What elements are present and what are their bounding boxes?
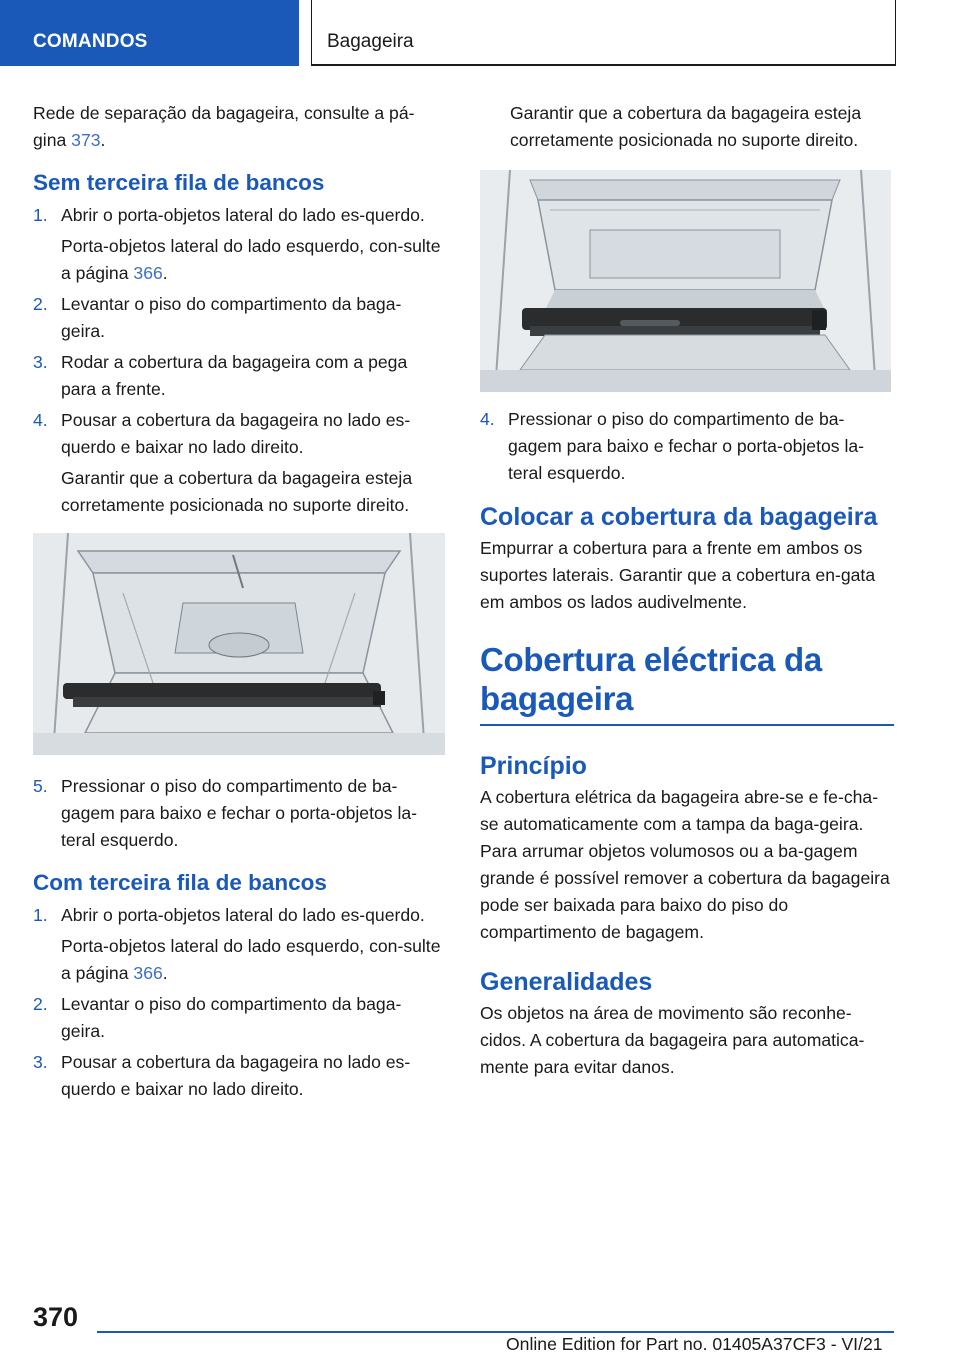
step-number: 5. bbox=[33, 776, 48, 796]
list-item bbox=[480, 406, 894, 487]
page-link-366[interactable]: 366 bbox=[133, 263, 163, 283]
intro-text-cont: gina bbox=[33, 130, 67, 150]
list-item bbox=[33, 1049, 445, 1103]
page-link-366[interactable]: 366 bbox=[133, 963, 163, 983]
steps-continued bbox=[480, 406, 894, 487]
list-item bbox=[33, 291, 445, 345]
page-link-373[interactable]: 373 bbox=[71, 130, 101, 150]
step-note-text: Porta-objetos lateral do lado esquerdo, con‐sulte a página bbox=[61, 936, 441, 983]
list-item bbox=[33, 407, 445, 519]
heading-rule bbox=[480, 724, 894, 726]
intro-paragraph bbox=[33, 100, 445, 154]
step-text: Pressionar o piso do compartimento de ba‐gagem para baixo e fechar o porta-objetos la‐teral esquerdo. bbox=[508, 409, 864, 483]
header-section-tab bbox=[0, 0, 299, 66]
header-topic-tab bbox=[311, 0, 896, 66]
heading-generalidades: Generalidades bbox=[480, 968, 653, 996]
step-note bbox=[61, 233, 445, 287]
step-number: 4. bbox=[33, 410, 48, 430]
steps-sem-terceira-fila-cont bbox=[33, 773, 445, 854]
steps-com-terceira-fila bbox=[33, 902, 445, 1103]
list-item bbox=[33, 349, 445, 403]
left-column bbox=[33, 100, 445, 1103]
heading-cobertura-electrica: Cobertura eléctrica da bagageira bbox=[480, 641, 822, 717]
step-note-end: . bbox=[162, 263, 168, 283]
step-note: Garantir que a cobertura da bagageira esteja corretamente posicionada no suporte direito. bbox=[61, 468, 413, 515]
list-item bbox=[33, 991, 445, 1045]
step-note-end: . bbox=[162, 963, 168, 983]
heading-colocar-cobertura: Colocar a cobertura da bagageira bbox=[480, 503, 878, 531]
heading-sem-terceira-fila: Sem terceira fila de bancos bbox=[33, 170, 325, 195]
step-text: Pousar a cobertura da bagageira no lado es‐querdo e baixar no lado direito. bbox=[61, 1052, 411, 1099]
step-number: 4. bbox=[480, 409, 495, 429]
step-text: Pousar a cobertura da bagageira no lado es‐querdo e baixar no lado direito. bbox=[61, 410, 411, 457]
step-text: Abrir o porta-objetos lateral do lado es‐querdo. bbox=[61, 905, 425, 925]
step-text: Levantar o piso do compartimento da baga‐geira. bbox=[61, 994, 402, 1041]
generalidades-paragraph: Os objetos na área de movimento são reconhe‐cidos. A cobertura da bagageira para automatica‐mente para evitar danos. bbox=[480, 1003, 865, 1077]
step-number: 3. bbox=[33, 1052, 48, 1072]
step-number: 2. bbox=[33, 994, 48, 1014]
list-item bbox=[33, 773, 445, 854]
page-number: 370 bbox=[33, 1302, 79, 1332]
step-number: 1. bbox=[33, 205, 48, 225]
step-number: 1. bbox=[33, 905, 48, 925]
step-text: Pressionar o piso do compartimento de ba‐gagem para baixo e fechar o porta-objetos la‐teral esquerdo. bbox=[61, 776, 417, 850]
header-topic-label: Bagageira bbox=[327, 31, 414, 52]
list-item bbox=[33, 902, 445, 987]
principio-paragraph: A cobertura elétrica da bagageira abre-se e fe‐cha-se automaticamente com a tampa da baga‐geira. Para arrumar objetos volumosos ou a ba‐gagem grande é possível remover a cobertura da bagageira pode ser baixada para baixo do piso do compartimento de bagagem. bbox=[480, 787, 890, 942]
colocar-paragraph: Empurrar a cobertura para a frente em ambos os suportes laterais. Garantir que a cobertura en‐gata em ambos os lados audivelmente. bbox=[480, 538, 876, 612]
step-text: Rodar a cobertura da bagageira com a pega para a frente. bbox=[61, 352, 408, 399]
step-continuation: Garantir que a cobertura da bagageira esteja corretamente posicionada no suporte direito. bbox=[510, 103, 862, 150]
step-text: Abrir o porta-objetos lateral do lado es‐querdo. bbox=[61, 205, 425, 225]
header-section-label: COMANDOS bbox=[33, 31, 148, 52]
trunk-cover-photo-lowered bbox=[33, 533, 445, 755]
footer-rule bbox=[97, 1331, 894, 1333]
footer-edition: Online Edition for Part no. 01405A37CF3 - VI/21 bbox=[506, 1334, 883, 1354]
right-column bbox=[480, 100, 894, 1081]
list-item bbox=[33, 202, 445, 287]
intro-end: . bbox=[100, 130, 106, 150]
heading-principio: Princípio bbox=[480, 752, 587, 780]
step-number: 3. bbox=[33, 352, 48, 372]
heading-com-terceira-fila: Com terceira fila de bancos bbox=[33, 870, 327, 895]
steps-sem-terceira-fila bbox=[33, 202, 445, 519]
step-note-text: Porta-objetos lateral do lado esquerdo, con‐sulte a página bbox=[61, 236, 441, 283]
step-note bbox=[61, 933, 445, 987]
step-text: Levantar o piso do compartimento da baga‐geira. bbox=[61, 294, 402, 341]
intro-text: Rede de separação da bagageira, consulte a pá‐ bbox=[33, 103, 415, 123]
step-number: 2. bbox=[33, 294, 48, 314]
trunk-cover-photo-mounted bbox=[480, 170, 891, 392]
